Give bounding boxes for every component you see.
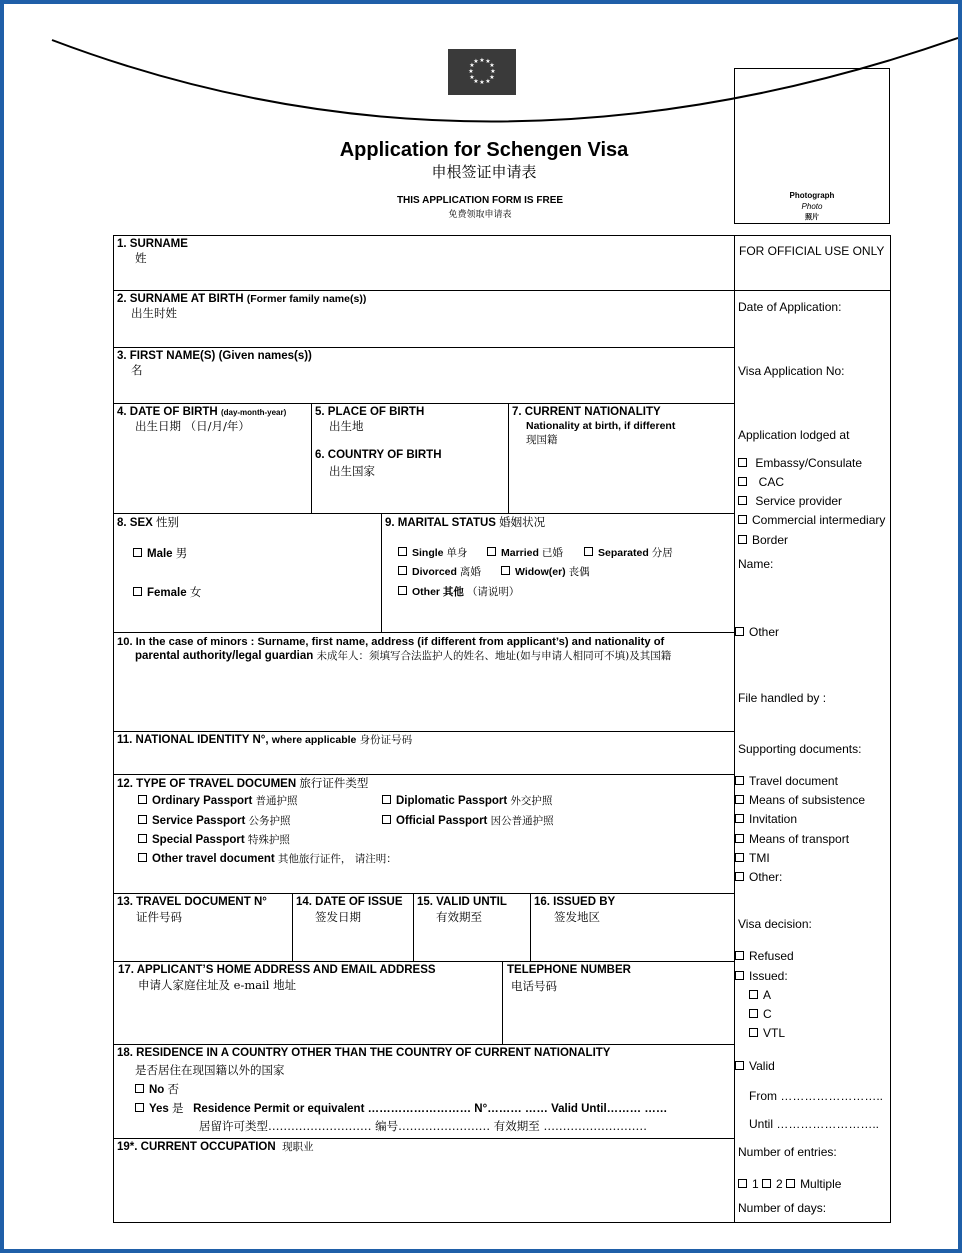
- lodged-embassy[interactable]: Embassy/Consulate: [738, 456, 862, 471]
- support-tmi[interactable]: TMI: [735, 851, 770, 866]
- refused-checkbox[interactable]: [735, 951, 744, 960]
- lodged-commercial[interactable]: Commercial intermediary: [738, 513, 885, 528]
- valid-until-label: 15. VALID UNTIL: [417, 896, 507, 908]
- other-travel-doc-checkbox[interactable]: [138, 853, 147, 862]
- minors-guardian-label-2: parental authority/legal guardian 未成年人：须填写合法监护人的姓名、地址(如与申请人相同可不填)及其国籍: [135, 650, 672, 662]
- travel-doc-type-label: 12. TYPE OF TRAVEL DOCUMEN 旅行证件类型: [117, 776, 369, 790]
- other-travel-doc-option[interactable]: Other travel document 其他旅行证件， 请注明：: [138, 852, 397, 866]
- marital-single-option[interactable]: Single 单身: [398, 547, 467, 560]
- valid-until-official: Until ……………………..: [749, 1117, 880, 1131]
- sex-male-option[interactable]: Male 男: [133, 546, 187, 561]
- first-name-label: 3. FIRST NAME(S) (Given names(s)): [117, 350, 312, 362]
- decision-refused[interactable]: Refused: [735, 949, 794, 964]
- support-transport[interactable]: Means of transport: [735, 832, 849, 847]
- svg-text:★: ★: [489, 75, 495, 81]
- file-handled-by: File handled by :: [738, 691, 827, 705]
- married-checkbox[interactable]: [487, 547, 496, 556]
- issued-vtl[interactable]: VTL: [749, 1026, 785, 1041]
- tmi-checkbox[interactable]: [735, 853, 744, 862]
- ordinary-passport-checkbox[interactable]: [138, 795, 147, 804]
- support-travel-doc[interactable]: Travel document: [735, 774, 838, 789]
- date-of-birth-zh: 出生日期 （日/月/年）: [135, 419, 250, 433]
- svg-text:★: ★: [479, 58, 485, 64]
- c-checkbox[interactable]: [749, 1009, 758, 1018]
- current-nationality-label: 7. CURRENT NATIONALITY: [512, 406, 661, 418]
- issued-a[interactable]: A: [749, 988, 771, 1003]
- special-passport-checkbox[interactable]: [138, 834, 147, 843]
- other-support-checkbox[interactable]: [735, 872, 744, 881]
- official-use-heading: FOR OFFICIAL USE ONLY: [739, 244, 885, 258]
- single-checkbox[interactable]: [398, 547, 407, 556]
- photo-label-fr: Photo: [801, 202, 823, 211]
- vtl-checkbox[interactable]: [749, 1028, 758, 1037]
- embassy-checkbox[interactable]: [738, 458, 747, 467]
- eu-flag-icon: [448, 49, 516, 95]
- surname-at-birth-zh: 出生时姓: [131, 306, 177, 320]
- special-passport-option[interactable]: Special Passport 特殊护照: [138, 833, 290, 847]
- travel-doc-number-label: 13. TRAVEL DOCUMENT N°: [117, 896, 267, 908]
- date-of-issue-label: 14. DATE OF ISSUE: [296, 896, 403, 908]
- svg-text:★: ★: [479, 80, 485, 86]
- border-checkbox[interactable]: [738, 535, 747, 544]
- cac-checkbox[interactable]: [738, 477, 747, 486]
- diplomatic-passport-checkbox[interactable]: [382, 795, 391, 804]
- svg-text:★: ★: [490, 69, 496, 75]
- female-checkbox[interactable]: [133, 587, 142, 596]
- residence-other-country-label: 18. RESIDENCE IN A COUNTRY OTHER THAN THE COUNTRY OF CURRENT NATIONALITY: [117, 1047, 611, 1059]
- number-of-days: Number of days:: [738, 1201, 827, 1215]
- marital-separated-option[interactable]: Separated 分居: [584, 547, 673, 560]
- lodged-cac[interactable]: CAC: [738, 475, 784, 490]
- issued-by-zh: 签发地区: [554, 910, 600, 924]
- issued-c[interactable]: C: [749, 1007, 772, 1022]
- svg-text:★: ★: [489, 63, 495, 69]
- visa-application-no: Visa Application No:: [738, 364, 845, 378]
- service-passport-option[interactable]: Service Passport 公务护照: [138, 814, 291, 828]
- telephone-zh: 电话号码: [511, 979, 557, 993]
- marital-divorced-option[interactable]: Divorced 离婚: [398, 566, 481, 579]
- national-id-label: 11. NATIONAL IDENTITY N°, where applicable 身份证号码: [117, 734, 413, 746]
- lodged-other[interactable]: Other: [735, 625, 779, 640]
- commercial-checkbox[interactable]: [738, 515, 747, 524]
- subsistence-checkbox[interactable]: [735, 795, 744, 804]
- nationality-at-birth-label: Nationality at birth, if different: [526, 420, 676, 432]
- free-notice: THIS APPLICATION FORM IS FREE: [396, 195, 564, 206]
- official-passport-checkbox[interactable]: [382, 815, 391, 824]
- issued-checkbox[interactable]: [735, 971, 744, 980]
- first-name-zh: 名: [131, 363, 143, 377]
- multiple-entry-checkbox[interactable]: [786, 1179, 795, 1188]
- residence-permit-line: Residence Permit or equivalent ……………………… N°……… …… Valid Until……… ……: [193, 1103, 668, 1115]
- surname-at-birth-label: 2. SURNAME AT BIRTH (Former family name(s)): [117, 293, 367, 305]
- valid-until-zh: 有效期至: [436, 910, 482, 924]
- place-of-birth-label: 5. PLACE OF BIRTH: [315, 406, 425, 418]
- photo-label: Photograph: [789, 191, 835, 200]
- form-title-zh: 申根签证申请表: [431, 163, 537, 181]
- decision-issued[interactable]: Issued:: [735, 969, 788, 984]
- male-checkbox[interactable]: [133, 548, 142, 557]
- invitation-checkbox[interactable]: [735, 814, 744, 823]
- residence-yes-checkbox[interactable]: [135, 1103, 144, 1112]
- travel-doc-checkbox[interactable]: [735, 776, 744, 785]
- home-address-label: 17. APPLICANT’S HOME ADDRESS AND EMAIL ADDRESS: [118, 964, 436, 976]
- date-of-application: Date of Application:: [738, 300, 842, 314]
- photo-label-zh: 照片: [805, 212, 819, 221]
- valid-checkbox[interactable]: [735, 1061, 744, 1070]
- svg-text:★: ★: [468, 69, 474, 75]
- issued-by-label: 16. ISSUED BY: [534, 896, 616, 908]
- marital-status-label: 9. MARITAL STATUS 婚姻状况: [385, 515, 546, 529]
- surname-label-zh: 姓: [135, 251, 147, 265]
- svg-text:★: ★: [485, 59, 491, 65]
- two-entry-checkbox[interactable]: [762, 1179, 771, 1188]
- other-marital-checkbox[interactable]: [398, 586, 407, 595]
- valid-from: From ……………………..: [749, 1089, 883, 1103]
- number-of-entries: Number of entries:: [738, 1145, 837, 1159]
- residence-no-checkbox[interactable]: [135, 1084, 144, 1093]
- transport-checkbox[interactable]: [735, 834, 744, 843]
- support-subsistence[interactable]: Means of subsistence: [735, 793, 865, 808]
- surname-label: 1. SURNAME: [117, 238, 188, 250]
- home-address-zh: 申请人家庭住址及 e-mail 地址: [138, 978, 297, 992]
- free-notice-zh: 免费领取申请表: [448, 210, 512, 220]
- service-passport-checkbox[interactable]: [138, 815, 147, 824]
- svg-text:★: ★: [485, 79, 491, 85]
- minors-guardian-label: 10. In the case of minors : Surname, first name, address (if different from applicant’s) and nationality of: [117, 636, 665, 648]
- lodged-border[interactable]: Border: [738, 533, 788, 548]
- svg-text:★: ★: [469, 75, 475, 81]
- svg-text:★: ★: [469, 63, 475, 69]
- country-of-birth-zh: 出生国家: [329, 464, 375, 478]
- official-name: Name:: [738, 557, 774, 571]
- widow-checkbox[interactable]: [501, 566, 510, 575]
- place-of-birth-zh: 出生地: [329, 419, 364, 433]
- current-nationality-zh: 现国籍: [526, 434, 558, 446]
- a-checkbox[interactable]: [749, 990, 758, 999]
- support-other[interactable]: Other:: [735, 870, 782, 885]
- official-passport-option[interactable]: Official Passport 因公普通护照: [382, 814, 554, 828]
- residence-other-country-zh: 是否居住在现国籍以外的国家: [135, 1063, 285, 1077]
- application-lodged-at: Application lodged at: [738, 428, 850, 442]
- residence-yes-option[interactable]: Yes 是 Residence Permit or equivalent ……………………… N°……… …… Valid Until……… ……: [135, 1101, 667, 1116]
- date-of-birth-label: 4. DATE OF BIRTH (day-month-year): [117, 406, 287, 418]
- ordinary-passport-option[interactable]: Ordinary Passport 普通护照: [138, 794, 298, 808]
- sex-label: 8. SEX 性别: [117, 515, 180, 529]
- support-invitation[interactable]: Invitation: [735, 812, 797, 827]
- divorced-checkbox[interactable]: [398, 566, 407, 575]
- supporting-documents: Supporting documents:: [738, 742, 862, 756]
- service-provider-checkbox[interactable]: [738, 496, 747, 505]
- residence-permit-zh: 居留许可类型……………………… 编号…………………… 有效期至 ………………………: [199, 1119, 647, 1133]
- marital-other-option[interactable]: Other 其他 （请说明）: [398, 586, 519, 599]
- diplomatic-passport-option[interactable]: Diplomatic Passport 外交护照: [382, 794, 552, 808]
- form-title: Application for Schengen Visa: [339, 139, 629, 161]
- sex-female-option[interactable]: Female 女: [133, 585, 201, 600]
- photo-box[interactable]: [734, 68, 890, 224]
- other-lodged-checkbox[interactable]: [735, 627, 744, 636]
- country-of-birth-label: 6. COUNTRY OF BIRTH: [315, 449, 442, 461]
- residence-no-option[interactable]: No 否: [135, 1082, 179, 1097]
- svg-text:★: ★: [473, 79, 479, 85]
- lodged-service-provider[interactable]: Service provider: [738, 494, 842, 509]
- marital-married-option[interactable]: Married 已婚: [487, 547, 563, 560]
- travel-doc-number-zh: 证件号码: [136, 910, 182, 924]
- date-of-issue-zh: 签发日期: [315, 910, 361, 924]
- telephone-label: TELEPHONE NUMBER: [507, 964, 631, 976]
- decision-valid[interactable]: Valid: [735, 1059, 775, 1074]
- separated-checkbox[interactable]: [584, 547, 593, 556]
- visa-decision: Visa decision:: [738, 917, 812, 931]
- entries-options[interactable]: 1 2 Multiple: [738, 1177, 841, 1192]
- current-occupation-label: 19*. CURRENT OCCUPATION 现职业: [117, 1141, 314, 1153]
- one-entry-checkbox[interactable]: [738, 1179, 747, 1188]
- marital-widow-option[interactable]: Widow(er) 丧偶: [501, 566, 590, 579]
- svg-text:★: ★: [473, 59, 479, 65]
